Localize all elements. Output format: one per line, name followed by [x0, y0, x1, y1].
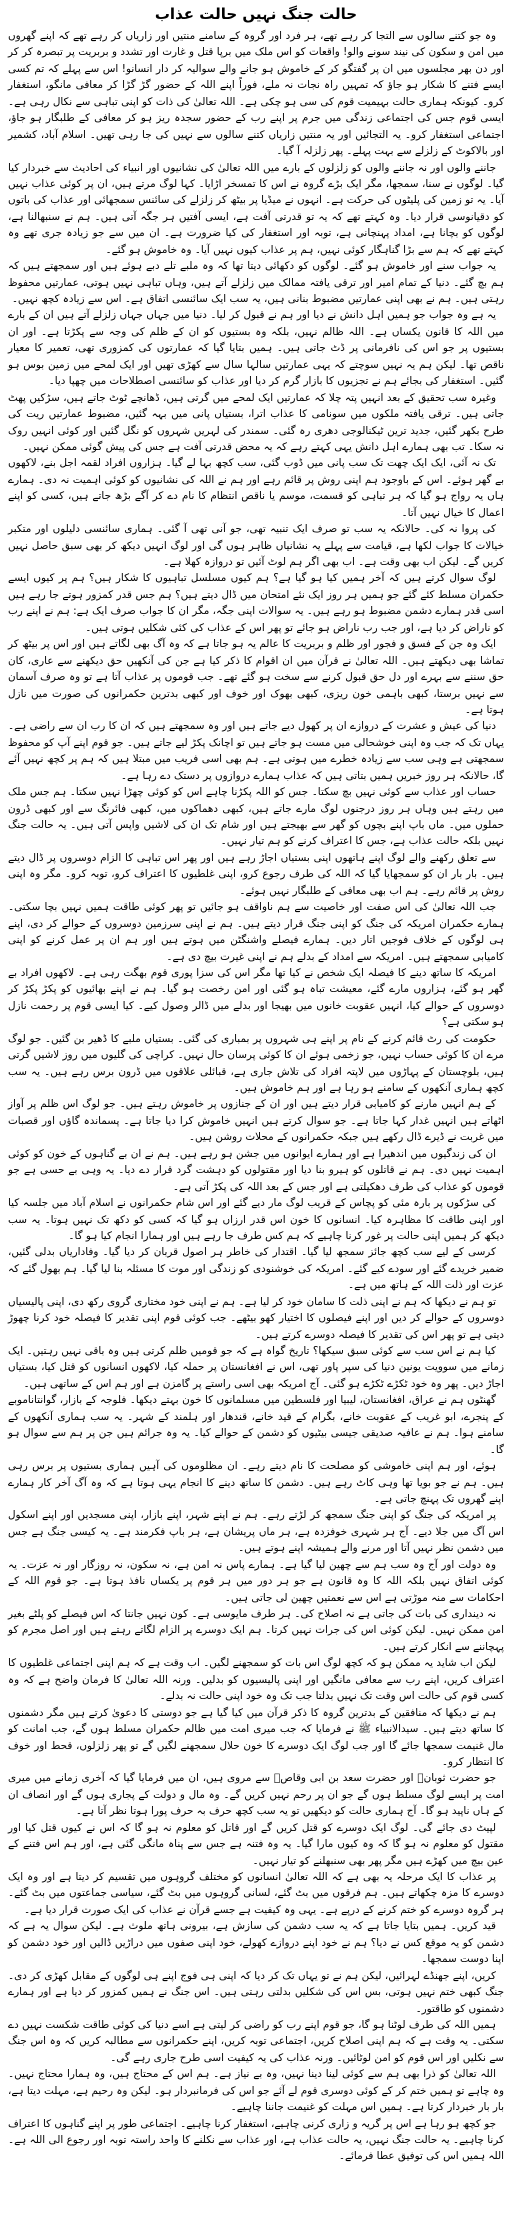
article-paragraph: وہ جو کتنے سالوں سے التجا کر رہے تھے، ہر فرد اور گروہ کے سامنے منتیں اور زاریاں کر رہے تھے کہ اپنے گھروں میں امن و سکون کی نیند سونے والو! واقعات کو اس ملک میں برپا قتل و غارت اور تشدد و بربریت پر تبصرہ کر کر اور دن بھر مجلسوں میں ان پر گفتگو کر کے خاموش ہو جانے والے سوالیہ کر دار انسانو! اس سے پہلے کہ تم کسی ایسے فتنے کا شکار ہو جاؤ کہ تمہیں راہ نجات نہ ملے، فوراً اپنے اللہ کے حضور گڑ گڑا کر معافی مانگو، استغفار کرو۔ کیونکہ ہماری حالت بہیمیت قوم کی سی ہو چکی ہے۔ اللہ تعالیٰ کی ذات کو اپنی تباہی سے نکال رہی ہے۔ ایسی قوم جس کی اجتماعی زندگی میں جرم پر اپنے رب کے حضور سجدہ ریز ہو کر معافی کے طلبگار ہو جاؤ، اجتماعی استغفار کرو۔ یہ التجائیں اور یہ منتیں زاریاں کتنے سالوں سے نہیں کی جا رہی تھیں۔ اسلام آباد، کشمیر اور بالاکوٹ کے زلزلے سے بہت پہلے۔ پھر زلزلہ آ گیا۔ — [8, 30, 504, 158]
article-paragraph: حساب اور عذاب سے کوئی نہیں بچ سکتا۔ جس کو اللہ پکڑنا چاہے اس کو کوئی چھڑا نہیں سکتا۔ ہم جس ملک میں رہتے ہیں وہاں ہر روز درجنوں لوگ مارے جاتے ہیں، کبھی دھماکوں میں، کبھی فائرنگ سے اور کبھی ڈرون حملوں میں۔ ماں باپ اپنے بچوں کو گھر سے بھیجتے ہیں اور شام تک ان کی لاشیں واپس آتی ہیں۔ یہ حالت جنگ نہیں بلکہ حالت عذاب ہے، جس کا اعتراف کرنے کو ہم تیار نہیں۔ — [8, 786, 504, 848]
article-body — [8, 28, 504, 2165]
article-paragraph: سے تعلق رکھنے والے لوگ اپنے ہاتھوں اپنی بستیاں اجاڑ رہے ہیں اور پھر اس تباہی کا الزام دوسروں پر ڈال دیتے ہیں۔ بار بار ان کو سمجھایا گیا کہ اللہ کی طرف رجوع کرو، اپنی غلطیوں کا اعتراف کرو، توبہ کرو۔ مگر وہ اپنی روش پر قائم رہے۔ ہم اب بھی معافی کے طلبگار نہیں ہوئے۔ — [8, 851, 504, 897]
article-paragraph: جو کچھ ہو رہا ہے اس پر گریہ و زاری کرنی چاہیے، استغفار کرنا چاہیے۔ اجتماعی طور پر اپنے گناہوں کا اعتراف کرنا چاہیے۔ یہ حالت جنگ نہیں، یہ حالت عذاب ہے، اور عذاب سے نکلنے کا واحد راستہ توبہ اور رجوع الی اللہ ہے۔ اللہ ہمیں اس کی توفیق عطا فرمائے۔ — [8, 2117, 504, 2163]
article-paragraph: تو ہم نے دیکھا کہ ہم نے اپنی ذلت کا سامان خود کر لیا ہے۔ ہم نے اپنی خود مختاری گروی رکھ دی، اپنی پالیسیاں دوسروں کے حوالے کر دیں اور اپنے فیصلوں کا اختیار کھو بیٹھے۔ جب کوئی قوم اپنی تقدیر کا فیصلہ خود کرنا چھوڑ دیتی ہے تو پھر اس کی تقدیر کا فیصلہ دوسرے کرتے ہیں۔ — [8, 1295, 504, 1341]
article-paragraph: اللہ تعالیٰ کو ذرا بھی ہم سے کوئی لینا دینا نہیں، وہ بے نیاز ہے۔ ہم اس کے محتاج ہیں، وہ ہمارا محتاج نہیں۔ وہ چاہے تو ہمیں ختم کر کے کوئی دوسری قوم لے آئے جو اس کی فرمانبردار ہو۔ لیکن وہ رحیم ہے، مہلت دیتا ہے، بار بار خبردار کرتا ہے۔ ہمیں اس مہلت کو غنیمت جاننا چاہیے۔ — [8, 2068, 504, 2114]
article-paragraph: کے ہم انہیں مارنے کو کامیابی قرار دیتے ہیں اور ان کے جنازوں پر خاموش رہتے ہیں۔ جو لوگ اس ظلم پر آواز اٹھاتے ہیں انہیں غدار کہا جاتا ہے۔ جو سوال کرتے ہیں انہیں خاموش کرا دیا جاتا ہے۔ پسماندہ گاؤں اور قصبات میں غربت نے ڈیرے ڈال رکھے ہیں جبکہ حکمرانوں کے محلات روشن ہیں۔ — [8, 1098, 504, 1144]
article-paragraph: ہم نے دیکھا کہ منافقین کے بدترین گروہ کا ذکر قرآن میں کیا گیا ہے جو دوستی کا دعویٰ کرتے ہیں مگر دشمنوں کا ساتھ دیتے ہیں۔ سیدالانبیاء ﷺ نے فرمایا کہ جب میری امت میں ظالم حکمران مسلط ہوں گے، جب امانت کو مال غنیمت سمجھا جائے گا اور جب لوگ ایک دوسرے کا خون حلال سمجھنے لگیں گے تو پھر زلزلوں، قحط اور خوف کا انتظار کرو۔ — [8, 1706, 504, 1768]
article-paragraph: دنیا کی عیش و عشرت کے دروازے ان پر کھول دیے جاتے ہیں اور وہ سمجھتے ہیں کہ ان کا رب ان سے راضی ہے۔ یہاں تک کہ جب وہ اپنی خوشحالی میں مست ہو جاتے ہیں تو اچانک پکڑ لیے جاتے ہیں۔ جو قوم اپنے آپ کو محفوظ سمجھتی ہے وہی سب سے زیادہ خطرے میں ہوتی ہے۔ ہم بھی اسی فریب میں مبتلا ہیں کہ ہم پر کچھ نہیں آئے گا، حالانکہ ہر روز خبریں ہمیں بتاتی ہیں کہ عذاب ہمارے دروازوں پر دستک دے رہا ہے۔ — [8, 720, 504, 782]
article-paragraph: کی سڑکوں پر بارہ مئی کو پچاس کے قریب لوگ مار دیے گئے اور اس شام حکمرانوں نے اسلام آباد میں جلسہ کیا اور اپنی طاقت کا مظاہرہ کیا۔ انسانوں کا خون اس قدر ارزاں ہو گیا کہ کسی کو دکھ تک نہیں ہوتا۔ یہ سب دیکھ کر ہمیں اپنی حالت پر غور کرنا چاہیے کہ ہم کس طرف جا رہے ہیں اور ہمارا انجام کیا ہو گا۔ — [8, 1197, 504, 1242]
article-paragraph: پر امریکہ کی جنگ کو اپنی جنگ سمجھ کر لڑتے رہے۔ ہم نے اپنے شہر، اپنے بازار، اپنی مسجدیں اور اپنے اسکول اس آگ میں جلا دیے۔ آج ہر شہری خوفزدہ ہے، ہر ماں پریشان ہے، ہر باپ فکرمند ہے۔ یہ کیسی جنگ ہے جس میں دشمن نظر نہیں آتا اور مرنے والے ہمیشہ اپنے ہوتے ہیں۔ — [8, 1509, 504, 1555]
article-paragraph: تک نہ آئی، ایک ایک چھت تک سب پانی میں ڈوب گئی، سب کچھ بہا لے گیا۔ ہزاروں افراد لقمہ اجل بنے، لاکھوں بے گھر ہوئے۔ اس کے باوجود ہم اپنی روش پر قائم رہے اور ہم نے اللہ کی نشانیوں کو کوئی اہمیت نہ دی۔ ہمارے ہاں یہ رواج ہو گیا کہ ہر تباہی کو قسمت، موسم یا ناقص انتظام کا نام دے کر آگے بڑھ جاتے ہیں، کسی کو اپنے اعمال کا خیال نہیں آتا۔ — [8, 457, 504, 519]
article-paragraph: جب اللہ تعالیٰ کی اس صفت اور خاصیت سے ہم ناواقف ہو جائیں تو پھر کوئی طاقت ہمیں نہیں بچا سکتی۔ ہمارے حکمران امریکہ کی جنگ کو اپنی جنگ قرار دیتے ہیں۔ ہم نے اپنی سرزمین دوسروں کے حوالے کر دی، اپنے ہی لوگوں کے خلاف فوجیں اتار دیں۔ ہمارے فیصلے واشنگٹن میں ہوتے ہیں اور ہم ان پر عمل کرنے کو اپنی کامیابی سمجھتے ہیں۔ امریکہ سے امداد کے بدلے ہم نے اپنی غیرت بیچ دی ہے۔ — [8, 901, 504, 963]
article-paragraph: حکومت کی رٹ قائم کرنے کے نام پر اپنے ہی شہروں پر بمباری کی گئی۔ بستیاں ملبے کا ڈھیر بن گئیں۔ جو لوگ مرے ان کا کوئی حساب نہیں، جو زخمی ہوئے ان کا کوئی پرسان حال نہیں۔ کراچی کی گلیوں میں روز لاشیں گرتی ہیں، بلوچستان کے پہاڑوں میں لاپتہ افراد کی تلاش جاری ہے، قبائلی علاقوں میں ڈرون برس رہے ہیں۔ یہ سب کچھ ہماری آنکھوں کے سامنے ہو رہا ہے اور ہم خاموش ہیں۔ — [8, 1032, 504, 1094]
article-paragraph: کیا ہم نے اس سب سے کوئی سبق سیکھا؟ تاریخ گواہ ہے کہ جو قومیں ظلم کرتی ہیں وہ باقی نہیں رہتیں۔ ایک زمانے میں سوویت یونین دنیا کی سپر پاور تھی، اس نے افغانستان پر حملہ کیا، لاکھوں انسانوں کو قتل کیا، بستیاں اجاڑ دیں۔ پھر وہ خود ٹکڑے ٹکڑے ہو گئی۔ آج امریکہ بھی اسی راستے پر گامزن ہے اور ہم اس کے ساتھی ہیں۔ — [8, 1345, 504, 1390]
article-paragraph: یہ جواب سنے اور خاموش ہو گئے۔ لوگوں کو دکھائی دیتا تھا کہ وہ ملبے تلے دبے ہوئے ہیں اور سمجھتے ہیں کہ ہم بچ گئے۔ دنیا کے تمام امیر اور ترقی یافتہ ممالک میں زلزلے آتے ہیں، وہاں تباہی نہیں ہوتی، عمارتیں محفوظ رہتی ہیں۔ ہم نے بھی اپنی عمارتیں مضبوط بنانی ہیں، یہ سب ایک سائنسی اتفاق ہے۔ اس سے زیادہ کچھ نہیں۔ — [8, 260, 504, 305]
article-paragraph: لپیٹ دی جائے گی۔ لوگ ایک دوسرے کو قتل کریں گے اور قاتل کو معلوم نہ ہو گا کہ اس نے کیوں قتل کیا اور مقتول کو معلوم نہ ہو گا کہ وہ کیوں مارا گیا۔ یہ وہ فتنہ ہے جس سے پناہ مانگی گئی ہے، اور ہم اس فتنے کے عین بیچ میں کھڑے ہیں مگر پھر بھی سنبھلنے کو تیار نہیں۔ — [8, 1821, 504, 1867]
article-paragraph: لیکن اب شاید یہ ممکن ہو کہ کچھ لوگ اس بات کو سمجھنے لگیں۔ اب وقت ہے کہ ہم اپنی اجتماعی غلطیوں کا اعتراف کریں، اپنے رب سے معافی مانگیں اور اپنی پالیسیوں کو بدلیں۔ ورنہ اللہ تعالیٰ کا فرمان واضح ہے کہ وہ کسی قوم کی حالت اس وقت تک نہیں بدلتا جب تک وہ خود اپنی حالت نہ بدلے۔ — [8, 1657, 504, 1703]
article-paragraph: کرسی کے لیے سب کچھ جائز سمجھ لیا گیا۔ اقتدار کی خاطر ہر اصول قربان کر دیا گیا۔ وفاداریاں بدلی گئیں، ضمیر خریدے گئے اور سودے کیے گئے۔ امریکہ کی خوشنودی کو زندگی اور موت کا مسئلہ بنا لیا گیا۔ ہم بھول گئے کہ عزت اور ذلت اللہ کے ہاتھ میں ہے۔ — [8, 1246, 504, 1292]
article-paragraph: ان کی زندگیوں میں اندھیرا ہے اور ہمارے ایوانوں میں جشن ہو رہے ہیں۔ ہم نے ان بے گناہوں کے خون کو کوئی اہمیت نہیں دی۔ ہم نے قاتلوں کو ہیرو بنا دیا اور مقتولوں کو دہشت گرد قرار دے دیا۔ یہ وہی بے حسی ہے جو قوموں کو عذاب کی طرف دھکیلتی ہے اور جس کے بعد اللہ کی پکڑ آتی ہے۔ — [8, 1147, 504, 1193]
article-paragraph: جاننے والوں اور نہ جاننے والوں کو زلزلوں کے بارے میں اللہ تعالیٰ کی نشانیوں اور انبیاء کی احادیث سے خبردار کیا گیا۔ لوگوں نے سنا، سمجھا، مگر ایک بڑے گروہ نے اس کا تمسخر اڑایا۔ کہا لوگ مرتے ہیں، ان پر کوئی عذاب نہیں آیا۔ یہ تو زمین کی پلیٹوں کی حرکت ہے۔ انہوں نے میڈیا پر بیٹھ کر زلزلے کی سائنس سمجھائی اور عذاب کی باتوں کو دقیانوسی قرار دیا۔ وہ کہتے تھے کہ یہ تو قدرتی آفت ہے، ایسی آفتیں ہر جگہ آتی ہیں۔ ہم نے سنبھالنا ہے، لوگوں کو بچانا ہے، امداد پہنچانی ہے، توبہ اور استغفار کی کیا ضرورت ہے۔ ان میں سے جو زیادہ جری تھے وہ کہتے تھے کہ ہم سے بڑا گناہگار کوئی نہیں، ہم پر عذاب کیوں نہیں آیا۔ وہ خاموش ہو گئے۔ — [8, 161, 504, 256]
article-paragraph: ایک وہ جن کے فسق و فجور اور ظلم و بربریت کا عالم یہ ہو جاتا ہے کہ وہ آگ بھی لگاتے ہیں اور اس پر بیٹھ کر تماشا بھی دیکھتے ہیں۔ اللہ تعالیٰ نے قرآن میں ان اقوام کا ذکر کیا ہے جن کی آنکھیں حق دیکھنے سے عاری، کان حق سننے سے بہرے اور دل حق قبول کرنے سے سخت ہو گئے تھے۔ جب قوموں پر عذاب آتا ہے تو وہ صرف آسمان سے نہیں برستا، کبھی باہمی خون ریزی، کبھی بھوک اور خوف اور کبھی بدترین حکمرانوں کی صورت میں نازل ہوتا ہے۔ — [8, 638, 504, 716]
article-paragraph: جو حضرت ثوبانؓ اور حضرت سعد بن ابی وقاصؓ سے مروی ہیں، ان میں فرمایا گیا کہ آخری زمانے میں میری امت پر ایسے لوگ مسلط ہوں گے جو ان پر رحم نہیں کریں گے۔ وہ مال و دولت کے پجاری ہوں گے اور انصاف ان کے ہاں ناپید ہو گا۔ آج ہماری حالت کو دیکھیں تو یہ سب کچھ حرف بہ حرف پورا ہوتا نظر آتا ہے۔ — [8, 1772, 504, 1818]
article-paragraph: وغیرہ سب تحقیق کے بعد انہیں پتہ چلا کہ عمارتیں ایک لمحے میں گرتی ہیں، ڈھانچے ٹوٹ جاتے ہیں، سڑکیں پھٹ جاتی ہیں۔ ترقی یافتہ ملکوں میں سونامی کا عذاب اترا، بستیاں پانی میں بہہ گئیں، مضبوط عمارتیں ریت کی طرح بکھر گئیں، جدید ترین ٹیکنالوجی دھری رہ گئی۔ سمندر کی لہریں شہروں کو نگل گئیں اور کوئی انہیں روک نہ سکا۔ تب بھی ہمارے اہل دانش یہی کہتے رہے کہ یہ محض قدرتی آفت ہے جس کی پیش گوئی ممکن نہیں۔ — [8, 391, 504, 453]
article-paragraph: قید کریں۔ ہمیں بتایا جاتا ہے کہ یہ سب دشمن کی سازش ہے، بیرونی ہاتھ ملوث ہے۔ لیکن سوال یہ ہے کہ دشمن کو یہ موقع کس نے دیا؟ ہم نے خود اپنے دروازے کھولے، خود اپنی صفوں میں دراڑیں ڈالیں اور خود دشمن کو اپنا دوست سمجھا۔ — [8, 1920, 504, 1966]
article-paragraph: امریکہ کا ساتھ دینے کا فیصلہ ایک شخص نے کیا تھا مگر اس کی سزا پوری قوم بھگت رہی ہے۔ لاکھوں افراد بے گھر ہو گئے، ہزاروں مارے گئے، معیشت تباہ ہو گئی اور امن رخصت ہو گیا۔ ہم نے اپنے بھائیوں کو پکڑ پکڑ کر دوسروں کے حوالے کیا، انہیں عقوبت خانوں میں بھیجا اور بدلے میں ڈالر وصول کیے۔ کیا ایسی قوم پر رحمت نازل ہو سکتی ہے؟ — [8, 966, 504, 1029]
article-headline: حالت جنگ نہیں حالت عذاب — [154, 5, 358, 23]
article-paragraph: نہ دینداری کی بات کی جاتی ہے نہ اصلاح کی۔ ہر طرف مایوسی ہے۔ کون نہیں جانتا کہ اس فیصلے کو پلٹے بغیر امن ممکن نہیں۔ لیکن کوئی اس کی جرات نہیں کرتا۔ ہم ایک دوسرے پر الزام لگاتے رہتے ہیں اور اصل مجرم کو پہچاننے سے انکار کرتے ہیں۔ — [8, 1608, 504, 1653]
article-paragraph: لوگ سوال کرتے ہیں کہ آخر ہمیں کیا ہو گیا ہے؟ ہم کیوں مسلسل تباہیوں کا شکار ہیں؟ ہم پر کیوں ایسے حکمران مسلط کئے گئے جو ہمیں ہر روز ایک نئے امتحان میں ڈال دیتے ہیں؟ ہم جس قدر کمزور ہوتے جا رہے ہیں اسی قدر ہمارے دشمن مضبوط ہو رہے ہیں۔ یہ سوالات اپنی جگہ، مگر ان کا جواب صرف ایک ہے: ہم نے اپنے رب کو ناراض کر دیا ہے، اور جب رب ناراض ہو جائے تو پھر اس کے عذاب کی کئی شکلیں ہوتی ہیں۔ — [8, 572, 504, 634]
article-paragraph: کی پروا نہ کی۔ حالانکہ یہ سب تو صرف ایک تنبیہ تھی، جو آنی تھی آ گئی۔ ہماری سائنسی دلیلوں اور متکبر خیالات کا جواب لکھا ہے، قیامت سے پہلے یہ نشانیاں ظاہر ہوں گی اور لوگ انہیں دیکھ کر بھی سبق حاصل نہیں کریں گے۔ لیکن اب بھی وقت ہے۔ اب بھی اگر ہم لوٹ آئیں تو دروازہ کھلا ہے۔ — [8, 523, 504, 568]
article-paragraph: پر عذاب کا ایک مرحلہ یہ بھی ہے کہ اللہ تعالیٰ انسانوں کو مختلف گروہوں میں تقسیم کر دیتا ہے اور وہ ایک دوسرے کا مزہ چکھاتے ہیں۔ ہم فرقوں میں بٹ گئے، لسانی گروہوں میں بٹ گئے، سیاسی جماعتوں میں بٹ گئے۔ ہر گروہ دوسرے کو ختم کرنے کے درپے ہے۔ یہی وہ کیفیت ہے جسے قرآن نے عذاب کی ایک صورت قرار دیا ہے۔ — [8, 1871, 504, 1916]
article-paragraph: یہ ہے وہ جواب جو ہمیں اہل دانش نے دیا اور ہم نے قبول کر لیا۔ دنیا میں جہاں جہاں زلزلے آتے ہیں ان کے بارے میں اللہ کا قانون یکساں ہے۔ اللہ ظالم نہیں، بلکہ وہ بستیوں کو ان کے ظلم کی وجہ سے پکڑتا ہے۔ اور ان بستیوں پر جو اس کی نافرمانی پر ڈٹ جاتی ہیں۔ ہمیں بتایا گیا کہ عمارتوں کی کمزوری تھی، تعمیر کا معیار ناقص تھا۔ لیکن ہم یہ نہیں سوچتے کہ یہی عمارتیں سالہا سال سے کھڑی تھیں اور ایک لمحے میں زمین بوس ہو گئیں۔ استغفار کی بجائے ہم نے تجزیوں کا بازار گرم کر دیا اور عذاب کو سائنسی اصطلاحات میں چھپا دیا۔ — [8, 309, 504, 388]
article-paragraph: ہمیں اللہ کی طرف لوٹنا ہو گا، جو قوم اپنے رب کو راضی کر لیتی ہے اسے دنیا کی کوئی طاقت شکست نہیں دے سکتی۔ یہ وقت ہے کہ ہم اپنی اصلاح کریں، اجتماعی توبہ کریں، اپنے حکمرانوں سے مطالبہ کریں کہ وہ اس جنگ سے نکلیں اور اس قوم کو امن لوٹائیں۔ ورنہ عذاب کی یہ کیفیت اسی طرح جاری رہے گی۔ — [8, 2018, 504, 2064]
article-paragraph: کریں، اپنے جھنڈے لہرائیں، لیکن ہم نے تو یہاں تک کر دیا کہ اپنی ہی فوج اپنے ہی لوگوں کے مقابل کھڑی کر دی۔ جنگ کبھی ختم نہیں ہوتی، بس اس کی شکلیں بدلتی رہتی ہیں۔ اس جنگ نے ہمیں کمزور کر دیا ہے اور ہمارے دشمنوں کو طاقتور۔ — [8, 1969, 504, 2015]
article-paragraph: وہ دولت اور آج وہ سب ہم سے چھین لیا گیا ہے۔ ہمارے پاس نہ امن ہے، نہ سکون، نہ روزگار اور نہ عزت۔ یہ کوئی اتفاق نہیں بلکہ اللہ کا وہ قانون ہے جو ہر دور میں ہر قوم پر یکساں نافذ ہوتا ہے۔ جو قوم اللہ کے احکامات سے منہ موڑتی ہے اس سے نعمتیں چھین لی جاتی ہیں۔ — [8, 1558, 504, 1604]
article-paragraph: ہوئے، اور ہم اپنی خاموشی کو مصلحت کا نام دیتے رہے۔ ان مظلوموں کی آہیں ہماری بستیوں پر برس رہی ہیں۔ ہم نے جو بویا تھا وہی کاٹ رہے ہیں۔ دشمن کا ساتھ دینے کا انجام یہی ہوتا ہے کہ وہ آگ آخر کار ہمارے اپنے گھروں تک پہنچ جاتی ہے۔ — [8, 1460, 504, 1505]
article-paragraph: گھنٹوں ہم نے عراق، افغانستان، لیبیا اور فلسطین میں مسلمانوں کا خون بہتے دیکھا۔ فلوجہ کے بازار، گوانتاناموبے کے پنجرے، ابو غریب کے عقوبت خانے، بگرام کے قید خانے، قندھار اور ہلمند کے شہر۔ یہ سب ہماری آنکھوں کے سامنے ہوا۔ ہم نے عافیہ صدیقی جیسی بیٹیوں کو دشمن کے حوالے کیا۔ یہ وہ جرائم ہیں جن پر ہم سے سوال ہو گا۔ — [8, 1394, 504, 1456]
